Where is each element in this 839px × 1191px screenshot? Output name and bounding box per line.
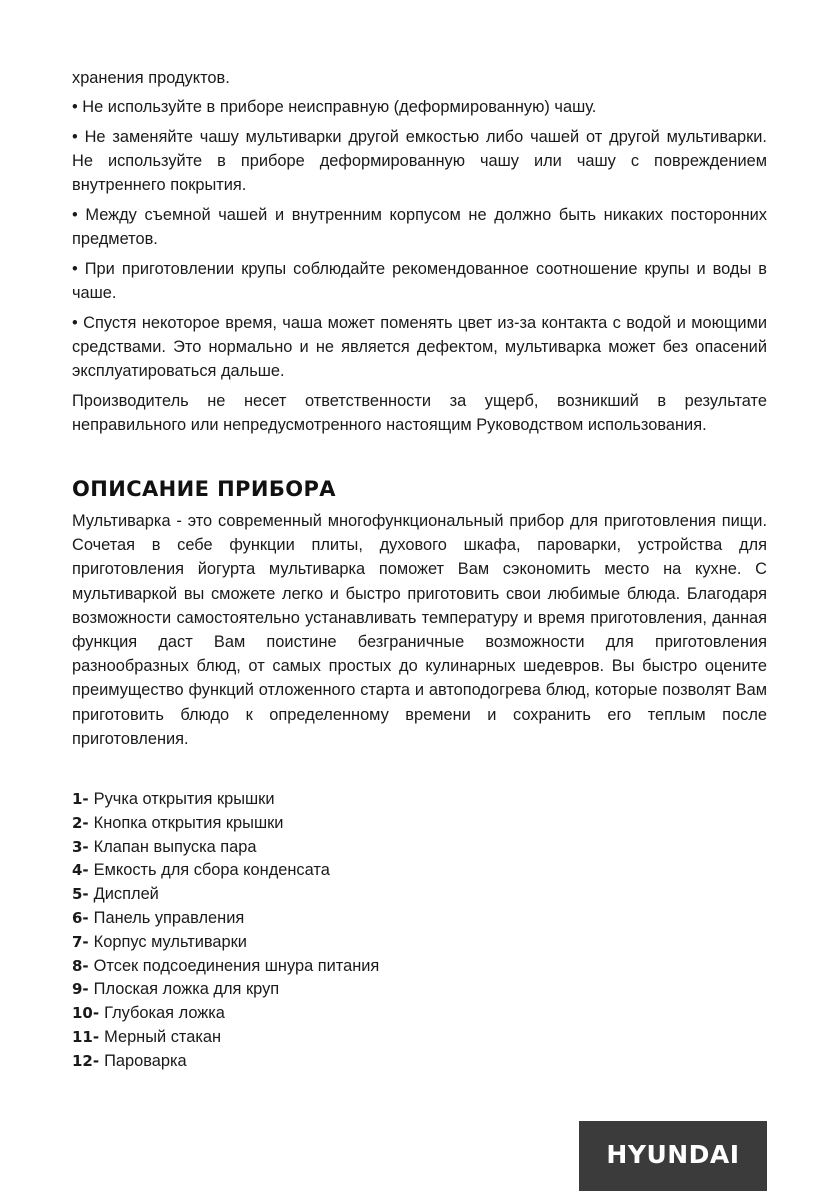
list-item [72,788,767,812]
item-number: 6- [72,909,89,928]
item-number: 5- [72,885,89,904]
list-item [72,859,767,883]
disclaimer-paragraph: Производитель не несет ответственности за ущерб, возникший в результате неправильного или непредусмотренного настоящим Руководством использования. [72,392,767,434]
warning-paragraph: хранения продуктов. [72,69,230,87]
item-label: Отсек подсоединения шнура питания [93,956,380,975]
list-item [72,1002,767,1026]
list-item [72,907,767,931]
item-number: 7- [72,932,89,951]
list-item [72,1026,767,1050]
item-number: 12- [72,1051,100,1070]
warning-paragraph: • Не используйте в приборе неисправную (деформированную) чашу. [72,98,597,116]
warning-paragraph: • При приготовлении крупы соблюдайте рекомендованное соотношение крупы и воды в чаше. [72,260,767,302]
item-number: 4- [72,861,89,880]
warning-paragraph: • Спустя некоторое время, чаша может поменять цвет из-за контакта с водой и моющими средствами. Это нормально и не является дефектом, мультиварка может без опасений эксплуатироваться дальше. [72,314,767,380]
list-item [72,955,767,979]
warning-paragraph: • Не заменяйте чашу мультиварки другой емкостью либо чашей от другой мультиварки. Не используйте в приборе деформированную чашу или чашу с повреждением внутреннего покрытия. [72,128,767,194]
item-number: 2- [72,813,89,832]
list-item [72,883,767,907]
list-item [72,1050,767,1074]
parts-list [72,788,767,1074]
warning-paragraph: • Между съемной чашей и внутренним корпусом не должно быть никаких посторонних предметов. [72,206,767,248]
item-label: Плоская ложка для круп [93,980,280,999]
item-label: Ручка открытия крышки [93,790,275,809]
item-label: Мерный стакан [104,1028,222,1046]
item-label: Пароварка [104,1051,187,1070]
item-number: 10- [72,1004,100,1023]
brand-logo-text: HYUNDAI [606,1139,740,1169]
item-label: Панель управления [93,909,245,928]
item-label: Глубокая ложка [104,1004,225,1023]
item-number: 3- [72,837,89,856]
page-content [72,66,767,1074]
list-item [72,931,767,955]
item-number: 8- [72,956,89,975]
item-number: 11- [72,1028,100,1046]
item-number: 9- [72,980,89,999]
item-number: 1- [72,790,89,809]
list-item [72,812,767,836]
item-label: Клапан выпуска пара [93,837,257,856]
list-item [72,978,767,1002]
section-description: Мультиварка - это современный многофункциональный прибор для приготовления пищи. Сочетая в себе функции плиты, духового шкафа, пароварки, устройства для приготовления йогурта мультиварка поможет Вам сэкономить место на кухне. С мультиваркой вы сможете легко и быстро приготовить свои любимые блюда. Благодаря возможности самостоятельно устанавливать температуру и время приготовления, данная функция даст Вам поистине безграничные возможности для приготовления разнообразных блюд, от самых простых до кулинарных шедевров. Вы быстро оцените преимущество функций отложенного старта и автоподогрева блюд, которые позволят Вам приготовить блюдо к определенному времени и сохранить его теплым после приготовления. [72,512,767,748]
item-label: Кнопка открытия крышки [93,813,284,832]
item-label: Дисплей [93,885,159,904]
item-label: Корпус мультиварки [93,932,247,951]
list-item [72,836,767,860]
item-label: Емкость для сбора конденсата [93,861,330,880]
brand-logo [579,1121,767,1191]
section-title: ОПИСАНИЕ ПРИБОРА [72,477,336,501]
